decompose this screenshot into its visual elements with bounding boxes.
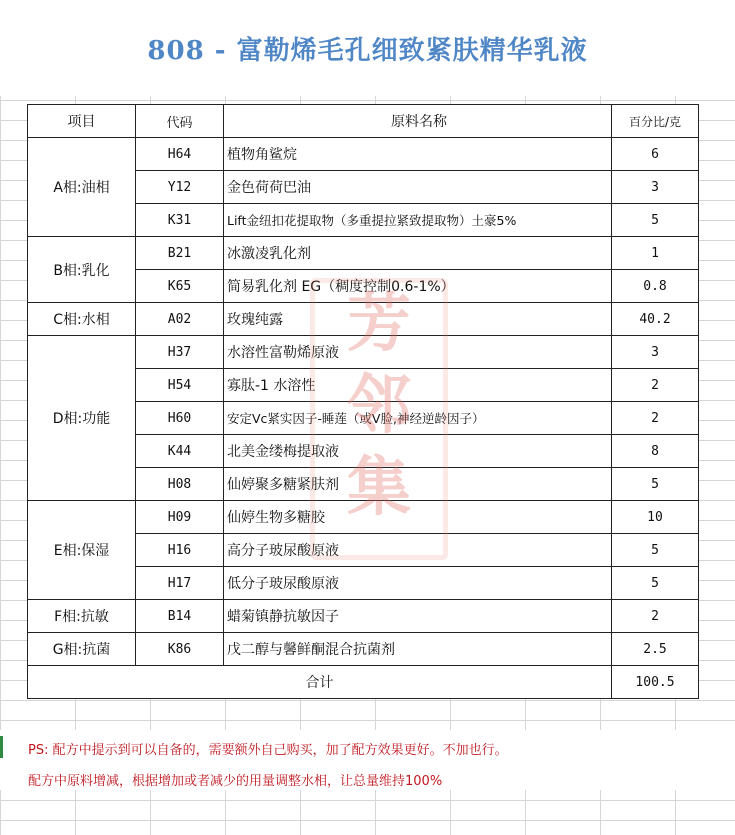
code-cell: H09 (136, 501, 224, 534)
ingredient-cell (224, 600, 612, 633)
code-cell: H08 (136, 468, 224, 501)
pct-cell: 5 (612, 534, 699, 567)
table-row (28, 303, 699, 336)
total-row (28, 666, 699, 699)
ingredient-name: 戊二醇与馨鲜酮混合抗菌剂 (227, 642, 395, 658)
ingredient-cell (224, 567, 612, 600)
phase-cell: C相:水相 (28, 303, 136, 336)
ingredient-name: 仙婷聚多糖紧肤剂 (227, 477, 339, 493)
header-phase: 项目 (28, 105, 136, 138)
code-cell: Y12 (136, 171, 224, 204)
header-pct: 百分比/克 (612, 105, 699, 138)
code-cell: H37 (136, 336, 224, 369)
pct-cell: 40.2 (612, 303, 699, 336)
header-name: 原料名称 (224, 105, 612, 138)
ingredient-cell (224, 204, 612, 237)
ingredient-cell (224, 435, 612, 468)
code-cell: K65 (136, 270, 224, 303)
code-cell: A02 (136, 303, 224, 336)
ingredient-cell (224, 468, 612, 501)
code-cell: H60 (136, 402, 224, 435)
phase-cell: A相:油相 (28, 138, 136, 237)
watermark-char: 芳 (347, 286, 411, 361)
ingredient-name: 植物角鲨烷 (227, 147, 297, 163)
ingredient-name: 安定Vc紧实因子-睡莲（或V脸,神经逆龄因子） (227, 411, 485, 426)
page-title: 808 - 富勒烯毛孔细致紧肤精华乳液 (147, 36, 588, 66)
ingredient-name: 蜡菊镇静抗敏因子 (227, 609, 339, 625)
phase-cell: D相:功能 (28, 336, 136, 501)
phase-cell: F相:抗敏 (28, 600, 136, 633)
ingredient-name: 低分子玻尿酸原液 (227, 576, 339, 592)
code-cell: K86 (136, 633, 224, 666)
ingredient-cell (224, 369, 612, 402)
pct-cell: 2.5 (612, 633, 699, 666)
recipe-body (28, 138, 699, 666)
ingredient-cell (224, 402, 612, 435)
phase-cell: E相:保湿 (28, 501, 136, 600)
table-row (28, 633, 699, 666)
ingredient-cell (224, 138, 612, 171)
ingredient-name: 仙婷生物多糖胶 (227, 510, 325, 526)
watermark-char: 邻 (347, 368, 411, 443)
code-cell: H54 (136, 369, 224, 402)
pct-cell: 3 (612, 171, 699, 204)
pct-cell: 0.8 (612, 270, 699, 303)
phase-cell: G相:抗菌 (28, 633, 136, 666)
code-cell: H17 (136, 567, 224, 600)
table-row (28, 237, 699, 270)
phase-cell: B相:乳化 (28, 237, 136, 303)
ingredient-name: 寡肽-1 水溶性 (227, 378, 316, 394)
ingredient-name: 水溶性富勒烯原液 (227, 345, 339, 361)
ingredient-name: 北美金缕梅提取液 (227, 444, 339, 460)
ingredient-name: 金色荷荷巴油 (227, 180, 311, 196)
note-line: PS: 配方中提示到可以自备的，需要额外自己购买，加了配方效果更好。不加也行。 (28, 743, 508, 758)
ingredient-cell (224, 534, 612, 567)
pct-cell: 2 (612, 369, 699, 402)
ingredient-name: 冰激凌乳化剂 (227, 246, 311, 262)
pct-cell: 5 (612, 204, 699, 237)
table-row (28, 501, 699, 534)
ingredient-cell (224, 171, 612, 204)
ingredient-name: Lift金纽扣花提取物（多重提拉紧致提取物）土豪5% (227, 213, 517, 228)
pct-cell: 6 (612, 138, 699, 171)
code-cell: H64 (136, 138, 224, 171)
code-cell: B14 (136, 600, 224, 633)
ingredient-cell (224, 270, 612, 303)
code-cell: K31 (136, 204, 224, 237)
ingredient-cell (224, 336, 612, 369)
pct-cell: 5 (612, 468, 699, 501)
ingredient-cell (224, 303, 612, 336)
code-cell: K44 (136, 435, 224, 468)
note-line: 配方中原料增减，根据增加或者减少的用量调整水相，让总量维持100% (28, 774, 443, 789)
pct-cell: 3 (612, 336, 699, 369)
total-value: 100.5 (612, 666, 699, 699)
table-row (28, 138, 699, 171)
header-code: 代码 (136, 105, 224, 138)
ingredient-name: 简易乳化剂 EG（稠度控制0.6-1%） (227, 279, 455, 295)
header-row (28, 105, 699, 138)
code-cell: B21 (136, 237, 224, 270)
table-row (28, 600, 699, 633)
pct-cell: 2 (612, 402, 699, 435)
watermark-char: 集 (347, 450, 411, 525)
recipe-table (27, 104, 699, 699)
ingredient-name: 玫瑰纯露 (227, 312, 283, 328)
cell-marker (0, 736, 3, 758)
ingredient-cell (224, 501, 612, 534)
pct-cell: 5 (612, 567, 699, 600)
pct-cell: 1 (612, 237, 699, 270)
code-cell: H16 (136, 534, 224, 567)
ingredient-cell (224, 237, 612, 270)
ingredient-name: 高分子玻尿酸原液 (227, 543, 339, 559)
pct-cell: 2 (612, 600, 699, 633)
pct-cell: 10 (612, 501, 699, 534)
table-row (28, 336, 699, 369)
ingredient-cell (224, 633, 612, 666)
total-label: 合计 (28, 666, 612, 699)
pct-cell: 8 (612, 435, 699, 468)
